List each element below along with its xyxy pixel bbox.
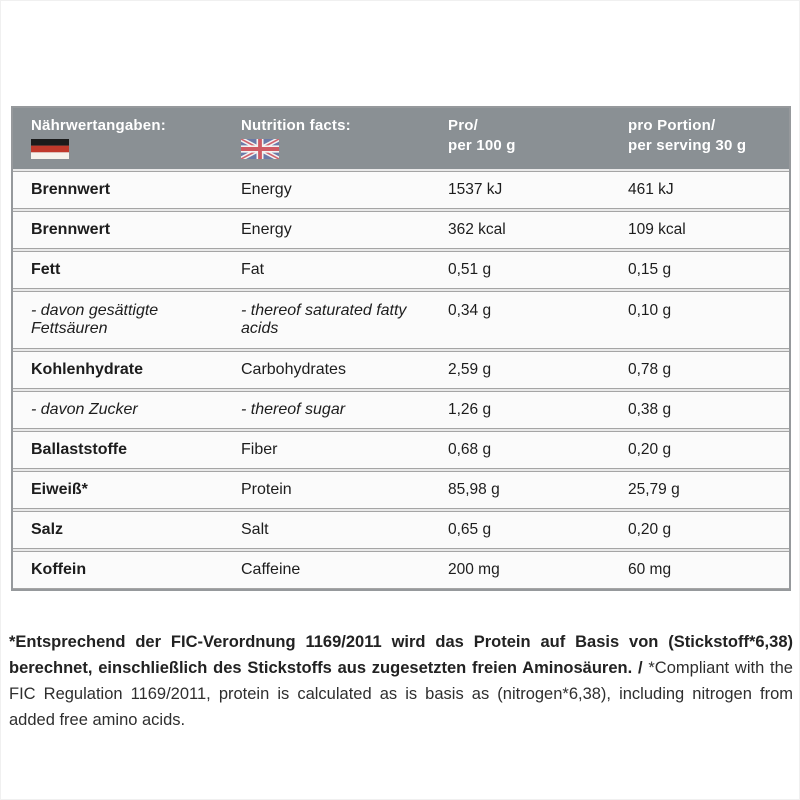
value-per100: 85,98 g [448,481,500,498]
per100-label-line2: per 100 g [448,137,516,154]
term-de: Koffein [31,561,87,578]
term-de: Brennwert [31,221,111,238]
term-en: Salt [241,521,269,538]
uk-flag-icon [241,139,279,159]
header-cell-serving [628,116,789,169]
table-row-carbohydrates [13,351,789,389]
value-serving: 25,79 g [628,481,680,498]
term-en: Energy [241,221,292,238]
table-row-saturated-fat [13,291,789,349]
term-en: Protein [241,481,292,498]
serving-label-line1: pro Portion/ [628,117,716,134]
value-per100: 0,68 g [448,441,492,458]
term-en: Fat [241,261,265,278]
term-en: Carbohydrates [241,361,346,378]
serving-label-line2: per serving 30 g [628,137,747,154]
footnote-german: *Entsprechend der FIC-Verordnung 1169/2011 wird das Protein auf Basis von (Stickstoff*6,38) berechnet, einschließlich des Stickstoffs aus zugesetzten freien Aminosäuren. / [9,633,793,677]
table-row-sugar [13,391,789,429]
germany-flag-icon [31,139,69,159]
english-header-label: Nutrition facts: [241,117,351,134]
value-per100: 1537 kJ [448,181,503,198]
value-per100: 2,59 g [448,361,492,378]
term-en: Caffeine [241,561,301,578]
term-de: - davon Zucker [31,401,138,418]
term-de: Eiweiß* [31,481,88,498]
value-serving: 0,15 g [628,261,672,278]
term-de: - davon gesättigte Fettsäuren [31,302,159,337]
term-de: Salz [31,521,64,538]
footnote-english: *Compliant with the FIC Regulation 1169/2011, protein is calculated as is basis as (nitrogen*6,38), including nitrogen from added free amino acids. [9,659,793,729]
value-per100: 362 kcal [448,221,506,238]
term-de: Fett [31,261,61,278]
table-header-row [13,108,789,169]
term-de: Brennwert [31,181,111,198]
value-per100: 0,34 g [448,302,492,319]
german-header-label: Nährwertangaben: [31,117,166,134]
value-per100: 0,51 g [448,261,492,278]
value-per100: 1,26 g [448,401,492,418]
value-serving: 109 kcal [628,221,686,238]
header-cell-english [241,116,448,169]
value-serving: 0,10 g [628,302,672,319]
table-row-protein [13,471,789,509]
table-row-caffeine [13,551,789,589]
term-de: Kohlenhydrate [31,361,144,378]
value-per100: 200 mg [448,561,500,578]
term-en: - thereof saturated fatty acids [241,302,407,337]
value-serving: 60 mg [628,561,672,578]
header-cell-per100 [448,116,628,169]
value-serving: 0,78 g [628,361,672,378]
header-cell-german [13,116,241,169]
value-serving: 0,38 g [628,401,672,418]
value-per100: 0,65 g [448,521,492,538]
protein-calculation-footnote [9,629,793,733]
table-row-fat [13,251,789,289]
term-de: Ballaststoffe [31,441,128,458]
value-serving: 0,20 g [628,441,672,458]
term-en: Fiber [241,441,278,458]
table-row-energy-kj [13,171,789,209]
table-row-energy-kcal [13,211,789,249]
table-row-salt [13,511,789,549]
value-serving: 461 kJ [628,181,674,198]
table-row-fiber [13,431,789,469]
per100-label-line1: Pro/ [448,117,478,134]
term-en: Energy [241,181,292,198]
nutrition-table [11,106,791,591]
term-en: - thereof sugar [241,401,346,418]
value-serving: 0,20 g [628,521,672,538]
